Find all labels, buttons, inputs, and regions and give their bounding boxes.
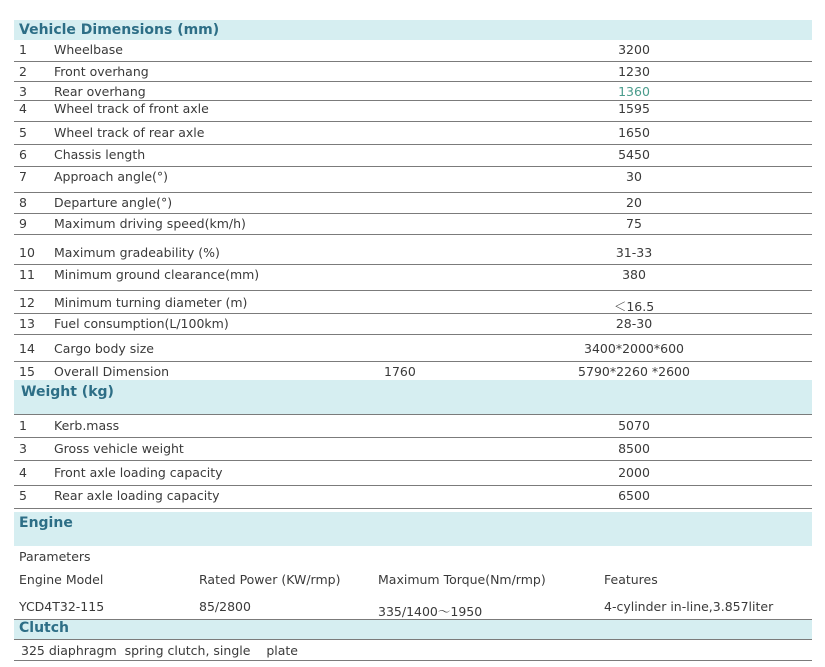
row-label: Cargo body size	[54, 341, 154, 356]
row-value: 1230	[618, 64, 650, 79]
table-row	[14, 167, 812, 193]
table-row	[14, 362, 812, 380]
row-value: 1360	[618, 84, 650, 99]
row-number: 7	[19, 169, 27, 184]
row-label: Approach angle(°)	[54, 169, 169, 184]
row-value: 1595	[618, 101, 650, 116]
row-label: Fuel consumption(L/100km)	[54, 316, 229, 331]
engine-title: Engine	[19, 515, 73, 531]
table-row	[14, 291, 812, 314]
row-label: Front overhang	[54, 64, 149, 79]
table-row	[14, 335, 812, 362]
row-label: Rear overhang	[54, 84, 146, 99]
row-value: 28-30	[615, 316, 653, 331]
row-value: 20	[626, 195, 642, 210]
table-row	[14, 40, 812, 62]
row-number: 14	[19, 341, 35, 356]
engine-header-model: Engine Model	[19, 572, 104, 587]
divider	[14, 660, 812, 661]
row-label: Minimum ground clearance(mm)	[54, 267, 260, 282]
row-number: 5	[19, 488, 27, 503]
row-number: 9	[19, 216, 27, 231]
row-value: 30	[626, 169, 642, 184]
row-number: 10	[19, 245, 35, 260]
row-label: Wheel track of front axle	[54, 101, 209, 116]
table-row	[14, 101, 812, 122]
row-label: Minimum turning diameter (m)	[54, 295, 248, 310]
row-label: Wheelbase	[54, 42, 123, 57]
engine-header-features: Features	[604, 572, 658, 587]
engine-header-power: Rated Power (KW/rmp)	[199, 572, 341, 587]
table-row	[14, 235, 812, 265]
row-value: 5070	[618, 418, 650, 433]
row-label: Departure angle(°)	[54, 195, 173, 210]
row-number: 3	[19, 441, 27, 456]
row-number: 6	[19, 147, 27, 162]
clutch-description: 325 diaphragm spring clutch, single plate	[21, 643, 298, 658]
table-row	[14, 122, 812, 145]
row-number: 8	[19, 195, 27, 210]
table-row	[14, 265, 812, 291]
row-value: 31-33	[615, 245, 653, 260]
table-row	[14, 438, 812, 461]
row-number: 2	[19, 64, 27, 79]
row-value: 5450	[618, 147, 650, 162]
row-mid-value: 1760	[384, 364, 416, 379]
row-label: Chassis length	[54, 147, 146, 162]
row-value: 380	[622, 267, 646, 282]
row-number: 1	[19, 418, 27, 433]
table-row	[14, 82, 812, 101]
table-row	[14, 145, 812, 167]
dimensions-title: Vehicle Dimensions (mm)	[19, 22, 220, 38]
row-number: 3	[19, 84, 27, 99]
row-number: 13	[19, 316, 35, 331]
row-value: 3400*2000*600	[584, 341, 684, 356]
row-label: Gross vehicle weight	[54, 441, 184, 456]
row-label: Wheel track of rear axle	[54, 125, 205, 140]
table-row	[14, 415, 812, 438]
engine-features-value: 4-cylinder in-line,3.857liter	[604, 599, 774, 614]
row-value: 2000	[618, 465, 650, 480]
row-number: 1	[19, 42, 27, 57]
table-row	[14, 193, 812, 214]
row-value: 3200	[618, 42, 650, 57]
engine-header-band	[14, 512, 812, 546]
engine-model-value: YCD4T32-115	[19, 599, 105, 614]
weight-header-band	[14, 380, 812, 414]
row-number: 4	[19, 465, 27, 480]
row-value: 5790*2260 *2600	[578, 364, 690, 379]
parameters-label: Parameters	[19, 549, 91, 564]
row-label: Overall Dimension	[54, 364, 170, 379]
engine-torque-value: 335/1400～1950	[378, 604, 483, 619]
row-value: 8500	[618, 441, 650, 456]
row-label: Rear axle loading capacity	[54, 488, 220, 503]
row-label: Front axle loading capacity	[54, 465, 223, 480]
row-label: Kerb.mass	[54, 418, 120, 433]
table-row	[14, 486, 812, 509]
row-value: 75	[626, 216, 642, 231]
row-value: 1650	[618, 125, 650, 140]
row-label: Maximum gradeability (%)	[54, 245, 220, 260]
weight-title: Weight (kg)	[21, 384, 114, 400]
divider	[14, 639, 812, 640]
table-row	[14, 62, 812, 82]
clutch-header-band	[14, 620, 812, 639]
row-number: 12	[19, 295, 35, 310]
row-label: Maximum driving speed(km/h)	[54, 216, 246, 231]
table-row	[14, 461, 812, 486]
row-value: ＜16.5	[613, 299, 655, 314]
row-number: 11	[19, 267, 35, 282]
table-row	[14, 314, 812, 335]
row-value: 6500	[618, 488, 650, 503]
engine-header-torque: Maximum Torque(Nm/rmp)	[378, 572, 546, 587]
engine-power-value: 85/2800	[199, 599, 251, 614]
row-number: 5	[19, 125, 27, 140]
clutch-title: Clutch	[19, 620, 69, 636]
row-number: 4	[19, 101, 27, 116]
row-number: 15	[19, 364, 35, 379]
table-row	[14, 214, 812, 235]
